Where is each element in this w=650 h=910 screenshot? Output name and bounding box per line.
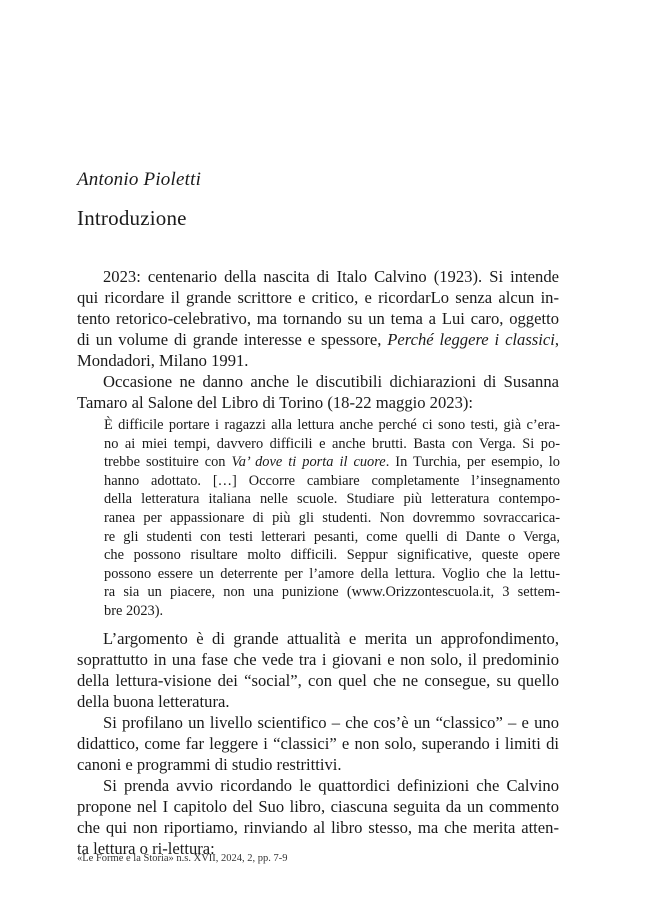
book-title: Perché leggere i classici	[387, 330, 555, 349]
quote-line: della letteratura italiana nelle scuole. Studiare più letteratura contempo-	[104, 491, 560, 508]
text-segment: ,	[554, 330, 559, 349]
journal-citation-footer: «Le Forme e la Storia» n.s. XVII, 2024, 2, pp. 7-9	[77, 853, 288, 864]
quote-line: È difficile portare i ragazzi alla lettura anche perché ci sono testi, già c’era-	[104, 417, 560, 433]
quote-line: hanno adottato. […] Occorre cambiare completamente l’insegnamento	[104, 472, 560, 489]
text-line: tento retorico-celebrativo, ma tornando su un tema a Lui caro, oggetto	[77, 309, 559, 328]
paragraph-5	[77, 775, 559, 859]
text-line: qui ricordare il grande scrittore e critico, e ricordarLo senza alcun in-	[77, 288, 559, 307]
text-line: Tamaro al Salone del Libro di Torino (18-22 maggio 2023):	[77, 393, 473, 412]
text-segment: trebbe sostituire con	[104, 454, 232, 471]
quote-line	[104, 453, 560, 472]
text-line: ta lettura o ri-lettura:	[77, 839, 215, 858]
text-line: canoni e programmi di studio restrittivi.	[77, 755, 342, 774]
text-segment: di un volume di grande interesse e spessore,	[77, 330, 388, 349]
text-line: della lettura-visione dei “social”, con quel che ne consegue, su quello	[77, 671, 559, 690]
quote-line: re gli studenti con testi letterari pesanti, come quelli di Dante o Verga,	[104, 528, 560, 545]
text-line: della buona letteratura.	[77, 692, 230, 711]
text-line: L’argomento è di grande attualità e merita un approfondimento,	[103, 629, 559, 648]
paragraph-2	[77, 371, 559, 413]
quote-line: che possono risultare molto difficili. Seppur significative, queste opere	[104, 547, 560, 564]
text-line: Si profilano un livello scientifico – che cos’è un “classico” – e uno	[103, 713, 559, 732]
text-line: didattico, come far leggere i “classici” e non solo, superando i limiti di	[77, 734, 559, 753]
quote-line: possono essere un deterrente per l’amore della lettura. Voglio che la lettu-	[104, 565, 560, 582]
author-name: Antonio Pioletti	[77, 169, 202, 190]
text-line: Occasione ne danno anche le discutibili dichiarazioni di Susanna	[103, 372, 559, 391]
text-line: Si prenda avvio ricordando le quattordici definizioni che Calvino	[103, 776, 559, 795]
text-line: Mondadori, Milano 1991.	[77, 351, 249, 370]
paragraph-1	[77, 266, 559, 371]
block-quote	[104, 416, 560, 621]
text-segment: . In Turchia, per esempio, lo	[385, 454, 561, 471]
article-title: Introduzione	[77, 206, 187, 230]
book-title: Va’ dove ti porta il cuore	[231, 454, 386, 471]
paragraph-3	[77, 628, 559, 712]
text-line: che qui non riportiamo, rinviando al libro stesso, ma che merita atten-	[77, 818, 559, 837]
paragraph-4	[77, 712, 559, 775]
quote-line: ranea per appassionare di più gli studenti. Non dovremmo sovraccarica-	[104, 509, 560, 526]
text-line: 2023: centenario della nascita di Italo Calvino (1923). Si intende	[103, 267, 559, 286]
text-line: propone nel I capitolo del Suo libro, ciascuna seguita da un commento	[77, 797, 559, 816]
quote-line: no ai miei tempi, davvero difficili e anche brutti. Basta con Verga. Si po-	[104, 435, 560, 452]
text-line	[77, 329, 559, 350]
quote-line: bre 2023).	[104, 602, 164, 619]
quote-line: ra sia un piacere, non una punizione (www.Orizzontescuola.it, 3 settem-	[104, 584, 560, 601]
text-line: soprattutto in una fase che vede tra i giovani e non solo, il predominio	[77, 650, 559, 669]
